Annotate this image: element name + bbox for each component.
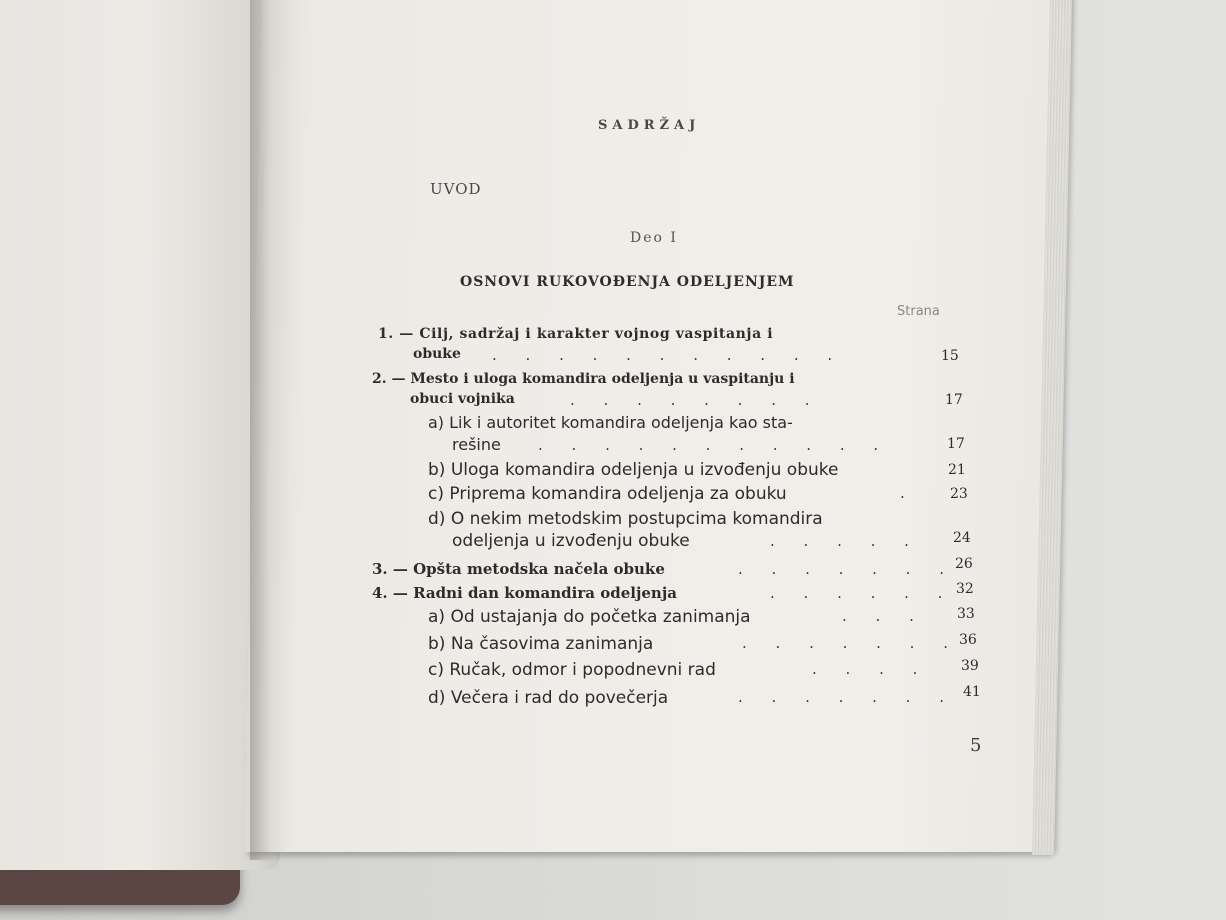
toc-entry-2d-line1: d) O nekim metodskim postupcima komandira [428,509,823,529]
toc-entry-3-page: 26 [955,556,973,572]
toc-entry-2a-leader: . . . . . . . . . . . [538,436,891,454]
toc-entry-1-page: 15 [941,348,959,364]
toc-entry-2a-page: 17 [947,436,965,452]
toc-entry-4c-leader: . . . . [812,660,930,678]
toc-entry-4c-page: 39 [961,658,979,674]
toc-entry-4a-page: 33 [957,606,975,622]
toc-entry-2d-line2: odeljenja u izvođenju obuke [452,531,690,551]
toc-entry-4-line1: 4. — Radni dan komandira odeljenja [372,584,677,602]
toc-entry-4d-leader: . . . . . . . [738,688,956,706]
toc-entry-4b-page: 36 [959,632,977,648]
folio-page-number: 5 [970,735,982,756]
toc-entry-3-leader: . . . . . . . [738,560,956,578]
toc-entry-4a-leader: . . . [842,607,926,625]
toc-entry-2a-line2: rešine [452,435,501,454]
toc-entry-3-line1: 3. — Opšta metodska načela obuke [372,560,665,578]
toc-entry-4a-line1: a) Od ustajanja do početka zanimanja [428,607,751,627]
toc-entry-4d-line1: d) Večera i rad do povečerja [428,688,669,708]
toc-entry-2c-page: 23 [950,486,968,502]
toc-entry-4b-line1: b) Na časovima zanimanja [428,634,654,654]
toc-entry-4-leader: . . . . . . [770,584,955,602]
toc-entry-4-page: 32 [956,581,974,597]
toc-entry-4c-line1: c) Ručak, odmor i popodnevni rad [428,660,716,680]
toc-heading: SADRŽAJ [598,118,701,133]
toc-entry-2-leader: . . . . . . . . [570,391,822,409]
toc-entry-2b-line1: b) Uloga komandira odeljenja u izvođenju obuke [428,460,839,480]
toc-part-title: OSNOVI RUKOVOĐENJA ODELJENJEM [460,274,795,290]
toc-entry-2c-leader: . [900,484,917,502]
toc-entry-1-leader: . . . . . . . . . . . [492,346,845,364]
toc-entry-2-line2: obuci vojnika [410,391,515,407]
toc-intro: UVOD [430,180,482,198]
toc-entry-2d-leader: . . . . . [770,532,921,550]
toc-entry-1-line1: 1. — Cilj, sadržaj i karakter vojnog vaspitanja i [378,326,774,342]
toc-entry-2a-line1: a) Lik i autoritet komandira odeljenja kao sta- [428,413,793,432]
toc-entry-4d-page: 41 [963,684,981,700]
toc-entry-2-line1: 2. — Mesto i uloga komandira odeljenja u vaspitanju i [372,371,795,387]
toc-entry-4b-leader: . . . . . . . [742,634,960,652]
toc-entry-2d-page: 24 [953,530,971,546]
page-column-label: Strana [897,304,940,319]
toc-entry-2b-page: 21 [948,462,966,478]
toc-part: Deo I [630,230,678,246]
toc-entry-1-line2: obuke [413,346,461,362]
toc-entry-2-page: 17 [945,392,963,408]
toc-entry-2c-line1: c) Priprema komandira odeljenja za obuku [428,484,787,504]
